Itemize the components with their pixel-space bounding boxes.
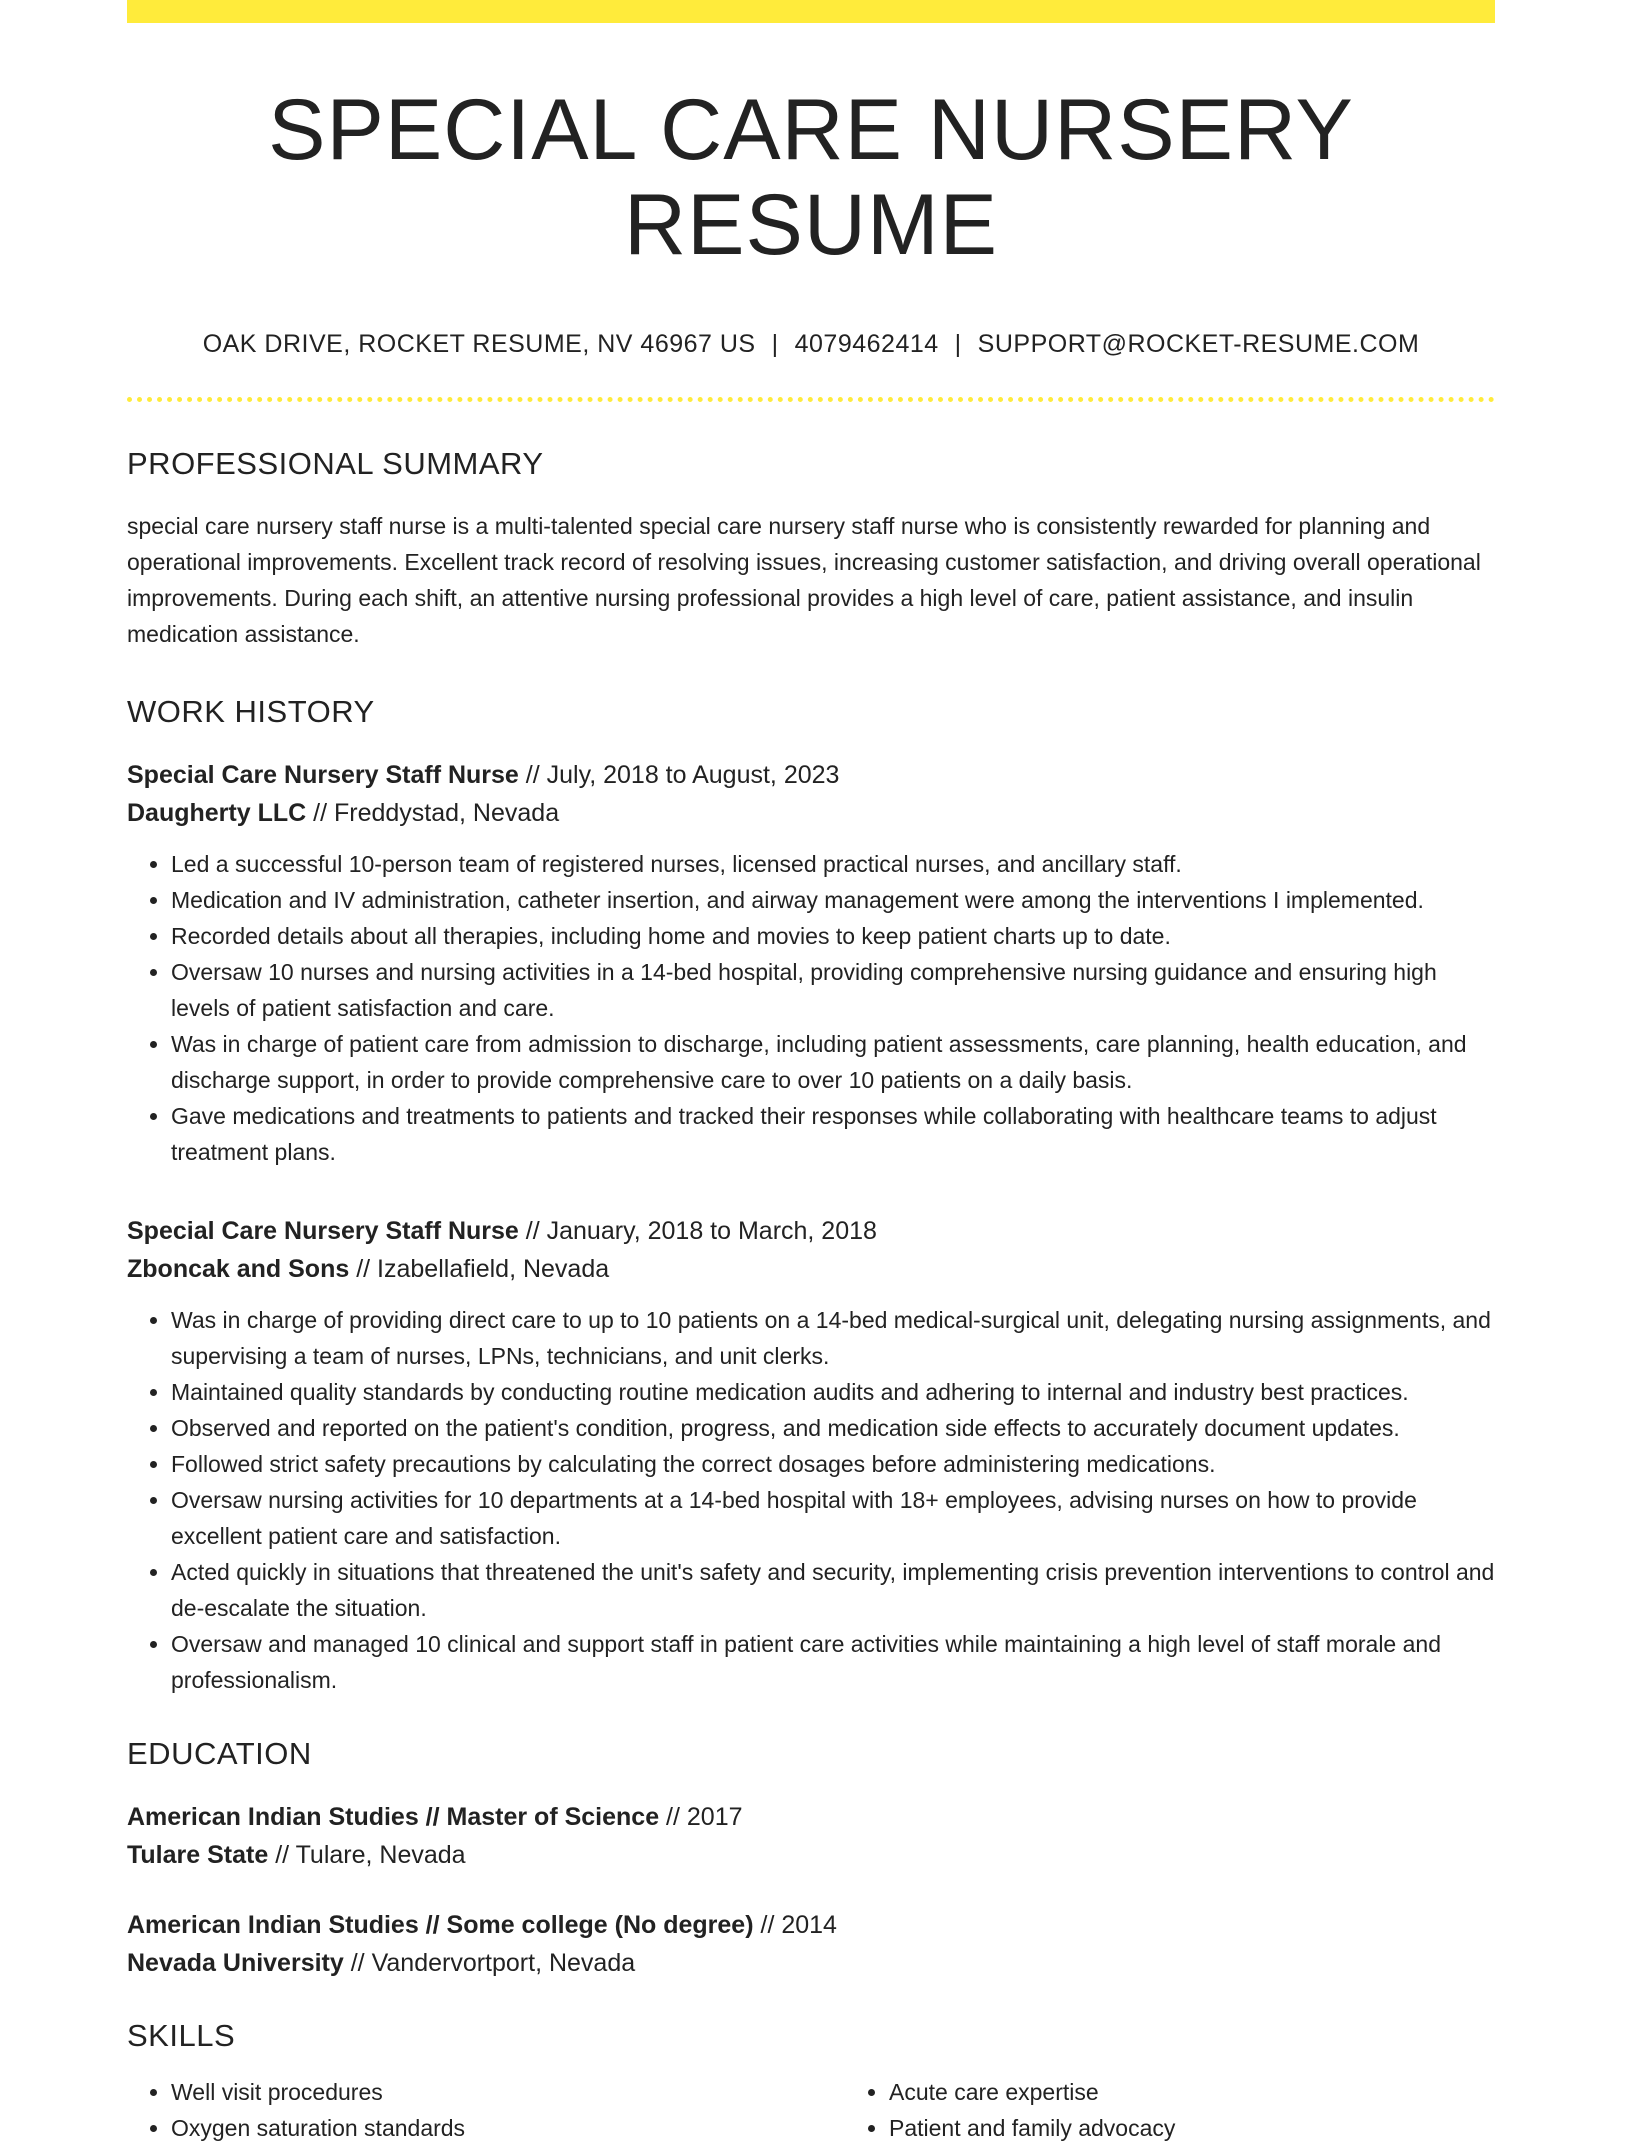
degree: American Indian Studies // Some college (No degree) xyxy=(127,1911,754,1940)
education-entry xyxy=(127,1906,1495,1982)
job-title-line xyxy=(127,1212,1495,1250)
job-title-line xyxy=(127,756,1495,794)
skills-right-column xyxy=(845,2074,1563,2146)
education-entry xyxy=(127,1798,1495,1874)
job-bullet: • Observed and reported on the patient's condition, progress, and medication side effects to accurately document updates. xyxy=(171,1410,1495,1446)
summary-section xyxy=(127,446,1495,652)
school: Nevada University xyxy=(127,1949,344,1978)
job-bullet: • Oversaw and managed 10 clinical and support staff in patient care activities while maintaining a high level of staff morale and professionalism. xyxy=(171,1626,1495,1698)
job-entry xyxy=(127,756,1495,1170)
job-title: Special Care Nursery Staff Nurse xyxy=(127,1217,519,1246)
work-history-section xyxy=(127,694,1495,1698)
school-location: // Tulare, Nevada xyxy=(268,1841,466,1870)
contact-separator: | xyxy=(954,330,962,359)
job-dates: // July, 2018 to August, 2023 xyxy=(518,761,840,790)
skill-item: • Well visit procedures xyxy=(171,2074,845,2110)
degree-line xyxy=(127,1906,1495,1944)
summary-heading: PROFESSIONAL SUMMARY xyxy=(127,446,544,482)
job-bullet: • Recorded details about all therapies, including home and movies to keep patient charts up to date. xyxy=(171,918,1495,954)
contact-line xyxy=(127,330,1495,359)
summary-text: special care nursery staff nurse is a multi-talented special care nursery staff nurse who is consistently rewarded for planning and operational improvements. Excellent track record of resolving issues, increasing customer satisfaction, and driving overall operational improvements. During each shift, an attentive nursing professional provides a high level of care, patient assistance, and insulin medication assistance. xyxy=(127,513,1481,648)
job-company: Daugherty LLC xyxy=(127,799,307,828)
education-section xyxy=(127,1736,1495,1982)
contact-phone: 4079462414 xyxy=(794,330,939,359)
job-dates: // January, 2018 to March, 2018 xyxy=(518,1217,877,1246)
work-history-heading: WORK HISTORY xyxy=(127,694,375,730)
school-location: // Vandervortport, Nevada xyxy=(343,1949,636,1978)
job-bullet: • Was in charge of providing direct care to up to 10 patients on a 14-bed medical-surgical unit, delegating nursing assignments, and supervising a team of nurses, LPNs, technicians, and unit clerks. xyxy=(171,1302,1495,1374)
degree-line xyxy=(127,1798,1495,1836)
job-bullet: • Was in charge of patient care from admission to discharge, including patient assessments, care planning, health education, and discharge support, in order to provide comprehensive care to over 10 patients on a daily basis. xyxy=(171,1026,1495,1098)
job-company: Zboncak and Sons xyxy=(127,1255,350,1284)
contact-separator: | xyxy=(771,330,779,359)
job-bullet: • Acted quickly in situations that threatened the unit's safety and security, implementing crisis prevention interventions to control and de-escalate the situation. xyxy=(171,1554,1495,1626)
job-entry xyxy=(127,1212,1495,1698)
resume-content xyxy=(127,0,1495,2146)
skill-item: • Acute care expertise xyxy=(889,2074,1563,2110)
job-location: // Izabellafield, Nevada xyxy=(349,1255,610,1284)
skills-columns xyxy=(127,2074,1495,2146)
job-location: // Freddystad, Nevada xyxy=(306,799,560,828)
education-heading: EDUCATION xyxy=(127,1736,312,1772)
resume-title: SPECIAL CARE NURSERY RESUME xyxy=(268,82,1354,273)
job-bullets xyxy=(127,846,1495,1170)
school-line xyxy=(127,1944,1495,1982)
job-bullet: • Led a successful 10-person team of registered nurses, licensed practical nurses, and ancillary staff. xyxy=(171,846,1495,882)
contact-email[interactable]: SUPPORT@ROCKET-RESUME.COM xyxy=(977,330,1420,359)
job-bullets xyxy=(127,1302,1495,1698)
job-bullet: • Maintained quality standards by conducting routine medication audits and adhering to internal and industry best practices. xyxy=(171,1374,1495,1410)
skill-item: • Oxygen saturation standards xyxy=(171,2110,845,2146)
job-bullet: • Oversaw nursing activities for 10 departments at a 14-bed hospital with 18+ employees, advising nurses on how to provide excellent patient care and satisfaction. xyxy=(171,1482,1495,1554)
job-bullet: • Followed strict safety precautions by calculating the correct dosages before administering medications. xyxy=(171,1446,1495,1482)
job-title: Special Care Nursery Staff Nurse xyxy=(127,761,519,790)
job-company-line xyxy=(127,1250,1495,1288)
school: Tulare State xyxy=(127,1841,269,1870)
degree-year: // 2014 xyxy=(753,1911,837,1940)
skill-item: • Patient and family advocacy xyxy=(889,2110,1563,2146)
skills-left-column xyxy=(127,2074,845,2146)
dotted-divider xyxy=(127,397,1495,402)
skills-heading: SKILLS xyxy=(127,2018,236,2054)
job-bullet: • Medication and IV administration, catheter insertion, and airway management were among the interventions I implemented. xyxy=(171,882,1495,918)
job-bullet: • Gave medications and treatments to patients and tracked their responses while collaborating with healthcare teams to adjust treatment plans. xyxy=(171,1098,1495,1170)
skills-section xyxy=(127,2018,1495,2146)
job-company-line xyxy=(127,794,1495,832)
school-line xyxy=(127,1836,1495,1874)
job-bullet: • Oversaw 10 nurses and nursing activities in a 14-bed hospital, providing comprehensive nursing guidance and ensuring high levels of patient satisfaction and care. xyxy=(171,954,1495,1026)
degree: American Indian Studies // Master of Science xyxy=(127,1803,660,1832)
accent-bar xyxy=(127,0,1495,23)
contact-address: OAK DRIVE, ROCKET RESUME, NV 46967 US xyxy=(202,330,756,359)
degree-year: // 2017 xyxy=(659,1803,743,1832)
